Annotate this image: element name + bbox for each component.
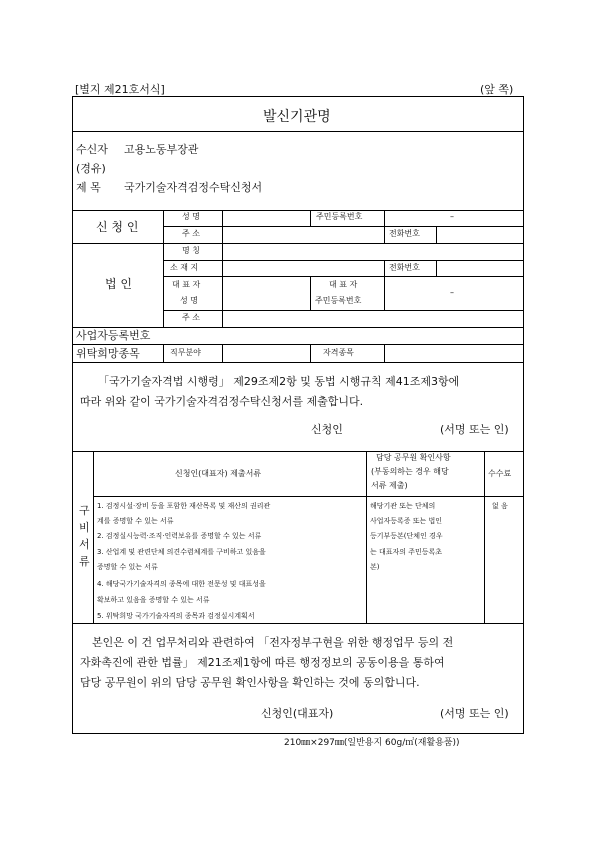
divider (484, 451, 485, 623)
divider (163, 344, 164, 362)
divider (93, 496, 524, 497)
corp-rep-name-label-1: 대 표 자 (172, 280, 201, 289)
statement-sign-note: (서명 또는 인) (440, 423, 509, 436)
docs-col-fee: 수수료 (488, 469, 512, 478)
corp-rep-name-label-2: 성 명 (180, 296, 198, 305)
divider (436, 260, 437, 276)
divider (163, 210, 164, 327)
consent-line-1: 본인은 이 건 업무처리와 관련하여 「전자정부구현을 위한 행정업무 등의 전 (92, 636, 454, 649)
applicant-rrn-dash: – (450, 212, 454, 221)
corporation-section-label: 법 인 (105, 277, 132, 291)
page-side-label: (앞 쪽) (480, 83, 514, 96)
official-check-item: 해당기관 또는 단체의 (370, 502, 436, 510)
divider (436, 226, 437, 243)
doc-item: 계를 증명할 수 있는 서류 (97, 517, 174, 525)
applicant-section-label: 신 청 인 (96, 220, 139, 234)
applicant-address-label: 주 소 (182, 229, 200, 238)
divider (72, 327, 524, 328)
corp-rep-rrn-label-1: 대 표 자 (329, 280, 358, 289)
job-field-label: 직무분야 (170, 348, 201, 357)
applicant-rrn-label: 주민등록번호 (316, 212, 363, 221)
divider (310, 210, 311, 226)
recipient-value: 고용노동부장관 (124, 143, 199, 156)
divider (163, 260, 524, 261)
applicant-phone-label: 전화번호 (389, 229, 420, 238)
docs-col-official-3: 서류 제출) (371, 481, 408, 490)
docs-side-label-4: 류 (79, 555, 90, 568)
divider (163, 226, 524, 227)
divider (310, 344, 311, 362)
divider (72, 451, 524, 452)
page-title: 발신기관명 (263, 109, 331, 125)
divider (72, 344, 524, 345)
via-label: (경유) (76, 162, 106, 175)
subject-value: 국가기술자격검정수탁신청서 (124, 181, 263, 194)
divider (72, 210, 524, 211)
divider (72, 131, 524, 132)
divider (163, 310, 524, 311)
corp-rep-rrn-dash: – (450, 288, 454, 297)
divider (93, 451, 94, 623)
subject-label: 제 목 (76, 181, 101, 194)
recipient-label: 수신자 (76, 143, 108, 156)
form-number: [별지 제21호서식] (75, 83, 165, 96)
qualification-label: 자격종목 (323, 348, 354, 357)
corp-phone-label: 전화번호 (389, 263, 420, 272)
docs-side-label-3: 서 (79, 538, 90, 551)
doc-item: 3. 산업계 및 관련단체 의견수렴체계를 구비하고 있음을 (97, 548, 266, 556)
consent-sign-note: (서명 또는 인) (440, 707, 509, 720)
divider (384, 344, 385, 362)
docs-col-official-1: 담당 공무원 확인사항 (376, 453, 451, 462)
docs-col-official-2: (부동의하는 경우 해당 (371, 467, 449, 476)
corp-name-label: 명 칭 (182, 246, 200, 255)
divider (163, 276, 524, 277)
fee-value: 없 음 (492, 502, 508, 510)
desired-item-label: 위탁희망종목 (76, 347, 140, 360)
official-check-item: 사업자등록증 또는 법인 (370, 517, 443, 525)
corp-rep-rrn-label-2: 주민등록번호 (315, 296, 362, 305)
doc-item: 확보하고 있음을 증명할 수 있는 서류 (97, 596, 210, 604)
divider (384, 210, 385, 226)
official-check-item: 본) (370, 563, 380, 571)
divider (384, 276, 385, 310)
divider (366, 451, 367, 623)
doc-item: 1. 검정시설·장비 등을 포함한 재산목록 및 재산의 권리관 (97, 502, 271, 510)
doc-item: 5. 위탁희망 국가기술자격의 종목과 검정실시계획서 (97, 612, 255, 620)
statement-line-1: 「국가기술자격법 시행령」 제29조제2항 및 동법 시행규칙 제41조제3항에 (98, 375, 460, 388)
divider (384, 260, 385, 276)
divider (222, 344, 223, 362)
consent-line-2: 자화촉진에 관한 법률」 제21조제1항에 따른 행정정보의 공동이용을 통하여 (80, 656, 445, 669)
doc-item: 2. 검정실시능력·조직·인력보유를 증명할 수 있는 서류 (97, 532, 262, 540)
divider (72, 362, 524, 363)
business-number-label: 사업자등록번호 (76, 329, 151, 342)
official-check-item: 등기부등본(단체인 경우 (370, 532, 443, 540)
divider (72, 243, 524, 244)
docs-side-label-1: 구 (79, 504, 90, 517)
official-check-item: 는 대표자의 주민등록초 (370, 548, 443, 556)
doc-item: 증명할 수 있는 서류 (97, 563, 158, 571)
consent-line-3: 담당 공무원이 위의 담당 공무원 확인사항을 확인하는 것에 동의합니다. (80, 676, 420, 689)
corp-location-label: 소 재 지 (170, 263, 199, 272)
divider (72, 623, 524, 624)
docs-side-label-2: 비 (79, 521, 90, 534)
statement-signer: 신청인 (311, 423, 343, 436)
divider (384, 226, 385, 243)
divider (222, 210, 223, 327)
consent-signer: 신청인(대표자) (261, 707, 334, 720)
applicant-name-label: 성 명 (182, 212, 200, 221)
doc-item: 4. 해당국가기술자격의 종목에 대한 전문성 및 대표성을 (97, 580, 266, 588)
corp-address-label: 주 소 (182, 313, 200, 322)
statement-line-2: 따라 위와 같이 국가기술자격검정수탁신청서를 제출합니다. (80, 395, 364, 408)
paper-spec: 210㎜×297㎜(일반용지 60g/㎡(재활용품)) (284, 738, 460, 748)
divider (310, 276, 311, 310)
docs-col-applicant: 신청인(대표자) 제출서류 (175, 469, 262, 478)
